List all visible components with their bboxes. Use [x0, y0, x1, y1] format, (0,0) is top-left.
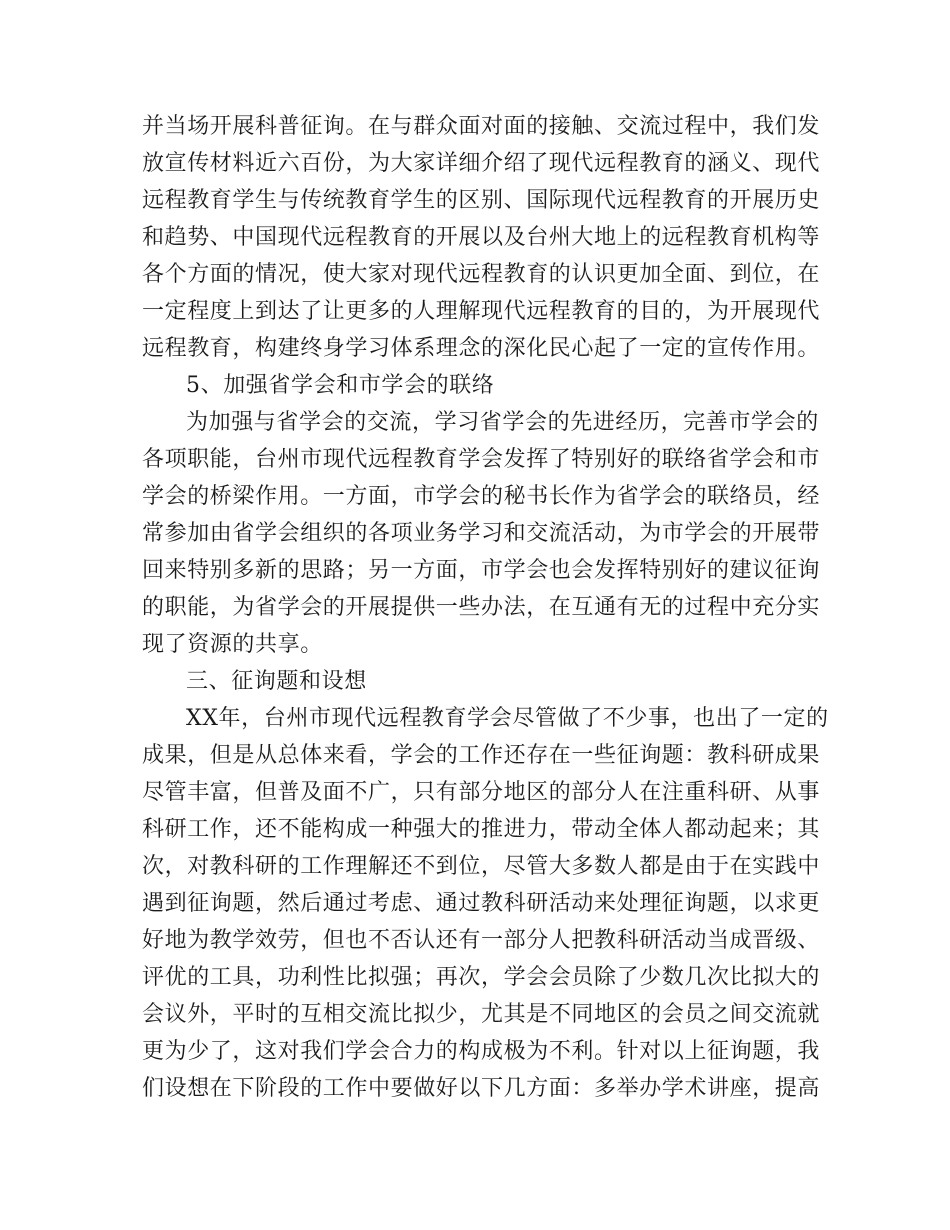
paragraph-line: 遇到征询题，然后通过考虑、通过教科研活动来处理征询题，以求更 [142, 891, 821, 916]
paragraph-line: 各项职能，台州市现代远程教育学会发挥了特别好的联络省学会和市 [142, 447, 821, 472]
section-heading: 5、加强省学会和市学会的联络 [186, 373, 495, 398]
paragraph-line: 为加强与省学会的交流，学习省学会的先进经历，完善市学会的 [186, 410, 819, 435]
section-heading: 三、征询题和设想 [186, 669, 367, 694]
paragraph-line: 常参加由省学会组织的各项业务学习和交流活动，为市学会的开展带 [142, 521, 821, 546]
paragraph-line: 现了资源的共享。 [142, 632, 323, 657]
paragraph-line: 各个方面的情况，使大家对现代远程教育的认识更加全面、到位，在 [142, 262, 821, 287]
paragraph-line: 和趋势、中国现代远程教育的开展以及台州大地上的远程教育机构等 [142, 225, 821, 250]
paragraph-line: 的职能，为省学会的开展提供一些办法，在互通有无的过程中充分实 [142, 595, 821, 620]
paragraph-line: 好地为教学效劳，但也不否认还有一部分人把教科研活动当成晋级、 [142, 928, 821, 953]
paragraph-line: 成果，但是从总体来看，学会的工作还存在一些征询题：教科研成果 [142, 743, 821, 768]
paragraph-line: 更为少了，这对我们学会合力的构成极为不利。针对以上征询题，我 [142, 1039, 821, 1064]
paragraph-line: 一定程度上到达了让更多的人理解现代远程教育的目的，为开展现代 [142, 299, 821, 324]
paragraph-line: 远程教育，构建终身学习体系理念的深化民心起了一定的宣传作用。 [142, 336, 821, 361]
paragraph-line: 科研工作，还不能构成一种强大的推进力，带动全体人都动起来；其 [142, 817, 821, 842]
paragraph-line: 远程教育学生与传统教育学生的区别、国际现代远程教育的开展历史 [142, 188, 821, 213]
paragraph-line: 回来特别多新的思路；另一方面，市学会也会发挥特别好的建议征询 [142, 558, 821, 583]
paragraph-line: XX年，台州市现代远程教育学会尽管做了不少事，也出了一定的 [186, 706, 829, 731]
paragraph-line: 们设想在下阶段的工作中要做好以下几方面：多举办学术讲座，提高 [142, 1076, 821, 1101]
paragraph-line: 评优的工具，功利性比拟强；再次，学会会员除了少数几次比拟大的 [142, 965, 821, 990]
paragraph-line: 尽管丰富，但普及面不广，只有部分地区的部分人在注重科研、从事 [142, 780, 821, 805]
paragraph-line: 次，对教科研的工作理解还不到位，尽管大多数人都是由于在实践中 [142, 854, 821, 879]
paragraph-line: 放宣传材料近六百份，为大家详细介绍了现代远程教育的涵义、现代 [142, 151, 821, 176]
paragraph-line: 会议外，平时的互相交流比拟少，尤其是不同地区的会员之间交流就 [142, 1002, 821, 1027]
paragraph-line: 学会的桥梁作用。一方面，市学会的秘书长作为省学会的联络员，经 [142, 484, 821, 509]
paragraph-line: 并当场开展科普征询。在与群众面对面的接触、交流过程中，我们发 [142, 114, 821, 139]
